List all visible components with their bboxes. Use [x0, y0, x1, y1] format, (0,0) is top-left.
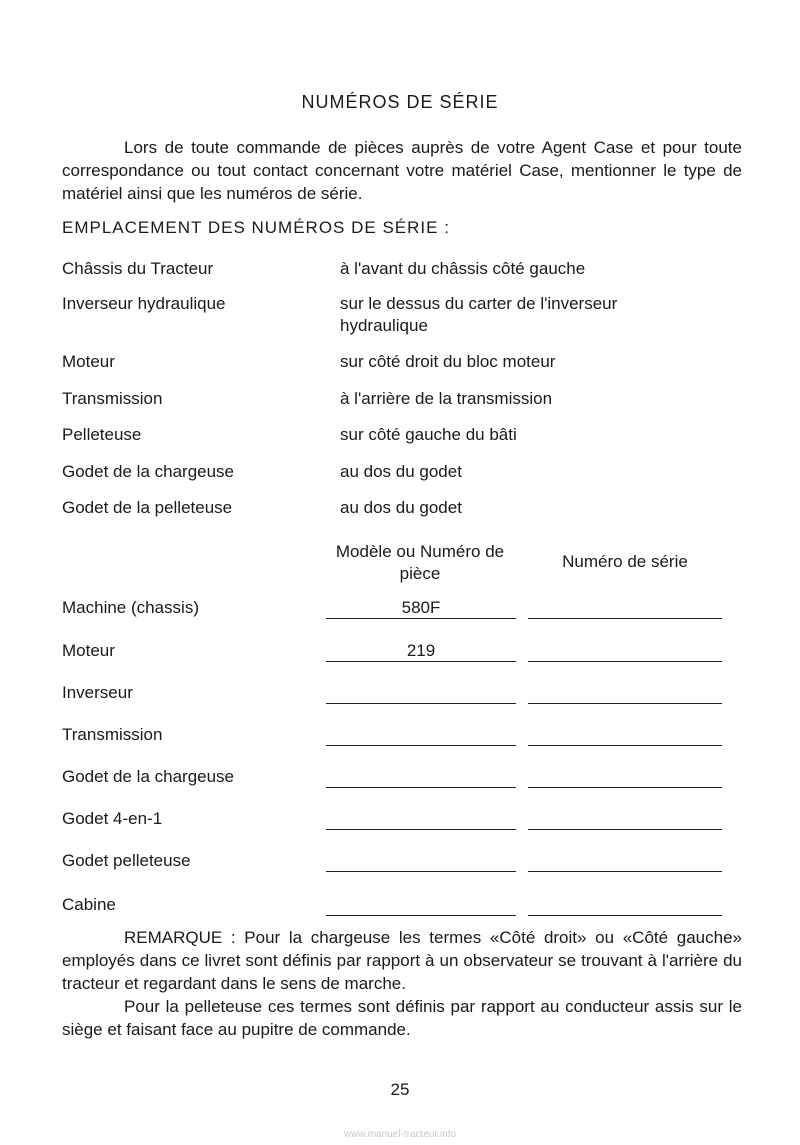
model-field[interactable]: [326, 895, 516, 916]
serial-row-label: Godet pelleteuse: [62, 851, 191, 870]
serial-column-header: Numéro de série: [562, 552, 688, 571]
model-field[interactable]: [326, 725, 516, 746]
serial-field[interactable]: [528, 895, 722, 916]
serial-row: [62, 851, 742, 881]
serial-row-label: Godet 4-en-1: [62, 809, 163, 828]
intro-paragraph: [62, 136, 742, 205]
remark-paragraph-2: Pour la pelleteuse ces termes sont définis par rapport au conducteur assis sur le siège et faisant face au pupitre de commande.: [62, 997, 742, 1039]
location-value: sur côté droit du bloc moteur: [340, 352, 556, 371]
serial-row: [62, 598, 742, 628]
page-number: 25: [390, 1080, 410, 1099]
serial-field[interactable]: [528, 598, 722, 619]
serial-field[interactable]: [528, 809, 722, 830]
intro-text: Lors de toute commande de pièces auprès de votre Agent Case et pour toute correspondance ou tout contact concernant votre matériel Case, mentionner le type de matériel ainsi que les numéros de série.: [62, 138, 742, 203]
serial-row-label: Inverseur: [62, 683, 133, 702]
location-label: Transmission: [62, 389, 163, 408]
model-column-header: Modèle ou Numéro de pièce: [335, 542, 505, 583]
model-field[interactable]: [326, 683, 516, 704]
serial-row: [62, 895, 742, 925]
serial-field[interactable]: [528, 641, 722, 662]
location-value: au dos du godet: [340, 498, 462, 517]
serial-row-label: Godet de la chargeuse: [62, 767, 235, 786]
serial-row-label: Moteur: [62, 641, 115, 660]
serial-row-label: Cabine: [62, 895, 116, 914]
serial-row: [62, 767, 742, 797]
model-field[interactable]: [326, 767, 516, 788]
serial-row: [62, 683, 742, 713]
serial-field[interactable]: [528, 725, 722, 746]
remark-paragraph-1: REMARQUE : Pour la chargeuse les termes «Côté droit» ou «Côté gauche» employés dans ce livret sont définis par rapport à un observateur se trouvant à l'arrière du tracteur et regardant dans le sens de marche.: [62, 928, 742, 993]
model-field[interactable]: [326, 851, 516, 872]
location-label: Godet de la pelleteuse: [62, 498, 233, 517]
location-label: Moteur: [62, 352, 115, 371]
location-label: Inverseur hydraulique: [62, 294, 226, 313]
model-field[interactable]: [326, 809, 516, 830]
serial-field[interactable]: [528, 851, 722, 872]
page-title: NUMÉROS DE SÉRIE: [301, 92, 499, 112]
model-field[interactable]: 580F: [326, 598, 516, 619]
serial-row: [62, 641, 742, 671]
serial-row: [62, 725, 742, 755]
section-heading: EMPLACEMENT DES NUMÉROS DE SÉRIE :: [62, 218, 450, 237]
location-label: Châssis du Tracteur: [62, 259, 214, 278]
location-value: sur le dessus du carter de l'inverseur hydraulique: [340, 294, 618, 335]
serial-row: [62, 809, 742, 839]
serial-field[interactable]: [528, 767, 722, 788]
location-value: sur côté gauche du bâti: [340, 425, 517, 444]
location-value: à l'avant du châssis côté gauche: [340, 259, 586, 278]
serial-field[interactable]: [528, 683, 722, 704]
serial-row-label: Machine (chassis): [62, 598, 199, 617]
location-label: Godet de la chargeuse: [62, 462, 235, 481]
location-label: Pelleteuse: [62, 425, 142, 444]
watermark: www.manuel-tracteur.info: [343, 1129, 457, 1140]
model-field[interactable]: 219: [326, 641, 516, 662]
location-value: à l'arrière de la transmission: [340, 389, 553, 408]
serial-row-label: Transmission: [62, 725, 163, 744]
remark-block: [62, 926, 742, 1041]
location-value: au dos du godet: [340, 462, 462, 481]
